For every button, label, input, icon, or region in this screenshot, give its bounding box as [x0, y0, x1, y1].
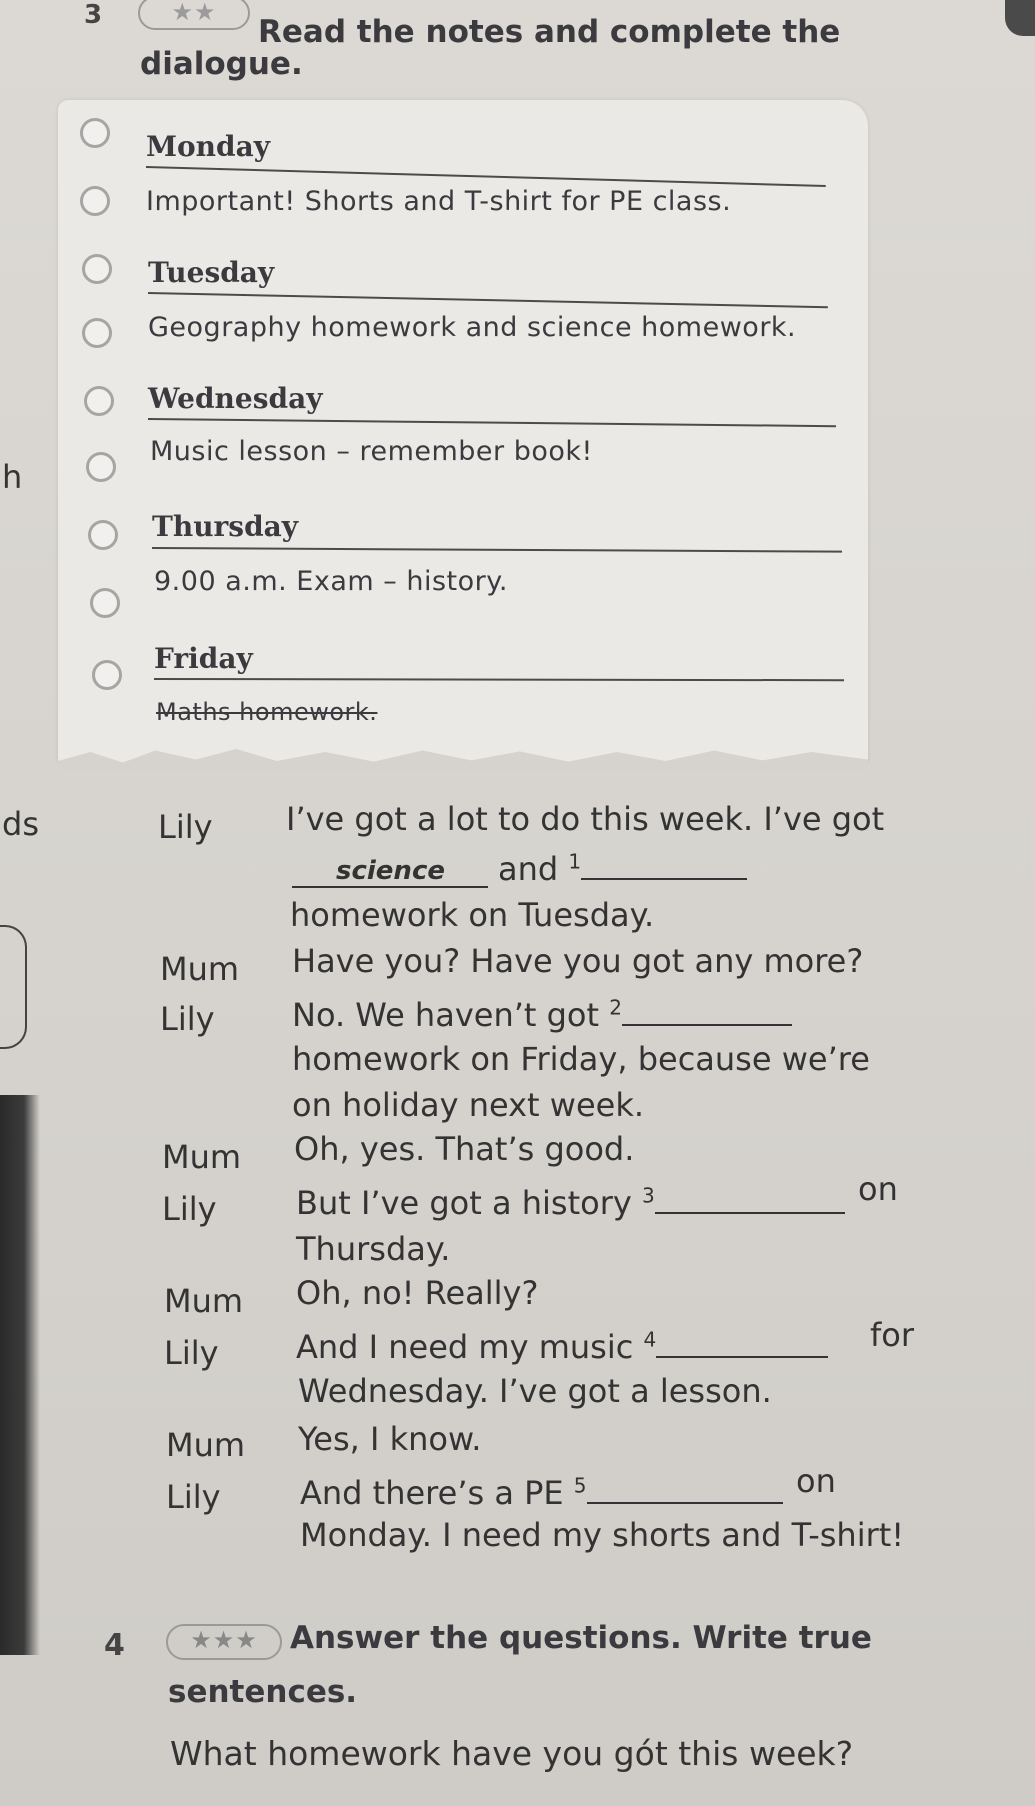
- note-day-wednesday: Wednesday: [148, 382, 323, 415]
- note-text-monday: Important! Shorts and T-shirt for PE class.: [146, 186, 732, 217]
- dialogue-line: I’ve got a lot to do this week. I’ve got: [286, 800, 885, 838]
- dialogue-line: [292, 994, 792, 1034]
- note-day-thursday: Thursday: [152, 510, 299, 543]
- difficulty-stars-badge: ★★★: [166, 1624, 282, 1660]
- blank-number-1: 1: [568, 849, 582, 874]
- dialogue-line: Oh, yes. That’s good.: [294, 1130, 635, 1168]
- note-text-wednesday: Music lesson – remember book!: [150, 436, 593, 467]
- answer-blank-5[interactable]: [587, 1472, 783, 1504]
- exercise-3-instruction-line1: Read the notes and complete the: [258, 14, 841, 50]
- dialogue-text: And I need my music: [296, 1328, 634, 1366]
- speaker-lily: Lily: [158, 808, 213, 846]
- binder-ring: [80, 118, 110, 148]
- margin-bracket: [0, 925, 27, 1049]
- exercise-3-number: 3: [84, 0, 103, 30]
- speaker-lily: Lily: [162, 1190, 217, 1228]
- dialogue-text: No. We haven’t got: [292, 996, 600, 1034]
- margin-fragment-h: h: [2, 458, 23, 496]
- dialogue-word: for: [870, 1316, 914, 1354]
- answer-blank-2[interactable]: [622, 994, 792, 1026]
- note-text-tuesday: Geography homework and science homework.: [148, 312, 797, 343]
- dialogue-line: Thursday.: [296, 1230, 451, 1268]
- note-day-friday: Friday: [154, 642, 253, 675]
- note-text-friday-crossed-out: Maths homework.: [156, 698, 378, 726]
- dialogue-line: Monday. I need my shorts and T-shirt!: [300, 1516, 905, 1554]
- dialogue-line: Wednesday. I’ve got a lesson.: [298, 1372, 772, 1410]
- page-corner-shadow: [1005, 0, 1035, 36]
- binder-ring: [92, 660, 122, 690]
- answer-blank-3[interactable]: [655, 1182, 845, 1214]
- dialogue-line: Oh, no! Really?: [296, 1274, 539, 1312]
- blank-number-4: 4: [643, 1327, 657, 1352]
- dialogue-word: on: [796, 1462, 836, 1500]
- dialogue-text: But I’ve got a history: [296, 1184, 632, 1222]
- dialogue-line: [296, 1326, 828, 1366]
- speaker-mum: Mum: [162, 1138, 242, 1176]
- blank-number-5: 5: [573, 1473, 587, 1498]
- dialogue-line: on holiday next week.: [292, 1086, 645, 1124]
- dialogue-word: on: [858, 1170, 898, 1208]
- binder-ring: [84, 386, 114, 416]
- speaker-mum: Mum: [164, 1282, 244, 1320]
- dialogue-line: Have you? Have you got any more?: [292, 942, 864, 980]
- note-day-monday: Monday: [146, 130, 271, 163]
- page-edge-shadow: [0, 1095, 40, 1655]
- binder-ring: [80, 186, 110, 216]
- binder-ring: [86, 452, 116, 482]
- binder-ring: [90, 588, 120, 618]
- answer-blank-1[interactable]: [581, 848, 747, 880]
- answer-blank-4[interactable]: [656, 1326, 828, 1358]
- margin-fragment-ds: ds: [2, 805, 39, 843]
- dialogue-line: Yes, I know.: [298, 1420, 482, 1458]
- blank-number-2: 2: [609, 995, 622, 1020]
- binder-ring: [82, 318, 112, 348]
- dialogue-line: homework on Tuesday.: [290, 896, 655, 934]
- exercise-3-instruction-line2: dialogue.: [140, 46, 303, 82]
- difficulty-stars-badge: ★★: [138, 0, 250, 30]
- exercise-4-question: What homework have you gót this week?: [170, 1734, 854, 1773]
- speaker-mum: Mum: [160, 950, 240, 988]
- exercise-4-number: 4: [104, 1628, 125, 1663]
- binder-ring: [82, 254, 112, 284]
- example-answer: science: [336, 856, 445, 886]
- exercise-4-instruction-line2: sentences.: [168, 1674, 358, 1710]
- speaker-lily: Lily: [166, 1478, 221, 1516]
- dialogue-line: [296, 1182, 845, 1222]
- dialogue-text: And there’s a PE: [300, 1474, 564, 1512]
- dialogue-word: and: [498, 850, 559, 888]
- speaker-lily: Lily: [164, 1334, 219, 1372]
- dialogue-line: [498, 848, 747, 888]
- note-text-thursday: 9.00 a.m. Exam – history.: [154, 566, 508, 597]
- blank-number-3: 3: [641, 1183, 655, 1208]
- dialogue-line: [300, 1472, 783, 1512]
- speaker-lily: Lily: [160, 1000, 215, 1038]
- note-day-tuesday: Tuesday: [148, 256, 275, 289]
- exercise-4-instruction-line1: Answer the questions. Write true: [290, 1620, 872, 1656]
- speaker-mum: Mum: [166, 1426, 246, 1464]
- binder-ring: [88, 520, 118, 550]
- dialogue-line: homework on Friday, because we’re: [292, 1040, 870, 1078]
